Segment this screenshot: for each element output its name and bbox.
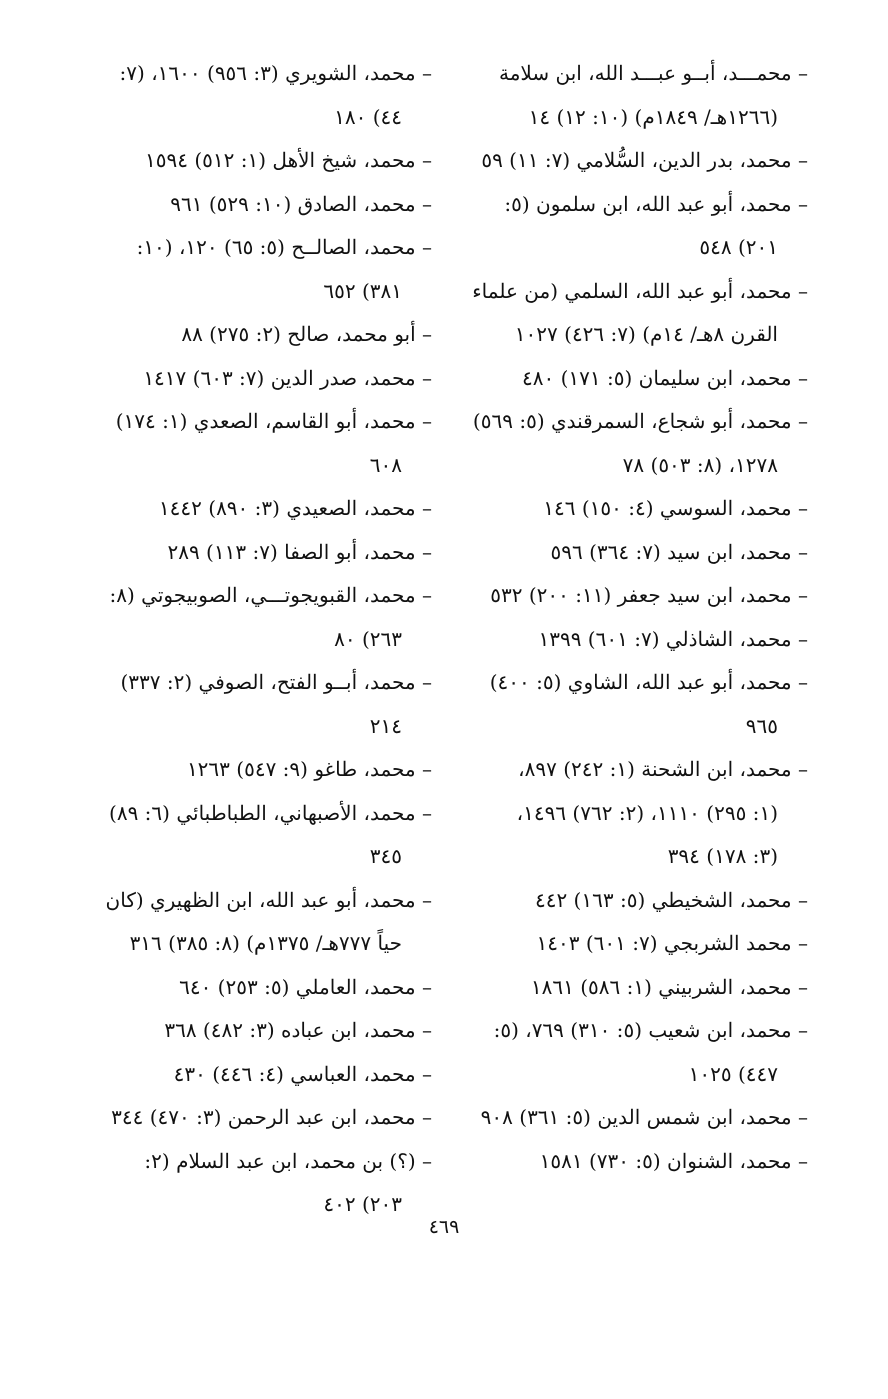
entry-text: – محمد، ابن سيد جعفر (١١: ٢٠٠) ٥٣٢ [490,583,808,607]
entry-text: – محمد، أبو الصفا (٧: ١١٣) ٢٨٩ [167,539,432,564]
entry-continuation: ٤٤٧) ١٠٢٥ [688,1061,778,1086]
entry-continuation: ٣٨١) ٦٥٢ [323,278,402,303]
entry-text: – محمد الشربجي (٧: ٦٠١) ١٤٠٣ [536,931,808,955]
index-entry [90,574,432,661]
entry-text: – محمد، أبو عبد الله، ابن الظهيري (كان [105,887,432,912]
index-entry [468,574,808,618]
index-entry [90,1009,432,1053]
index-entry [90,879,432,966]
index-entry [468,357,808,401]
entry-text: – محمد، أبو عبد الله، ابن سلمون (٥: [504,191,808,216]
index-entry [90,226,432,313]
index-entry [468,487,808,531]
index-entry [90,139,432,183]
index-entry [90,661,432,748]
entry-continuation: ٢٦٣) ٨٠ [334,626,402,651]
entry-text: – محمد، ابن سليمان (٥: ١٧١) ٤٨٠ [522,365,808,390]
index-entry [468,52,808,139]
entry-text: – محمد، الصالــح (٥: ٦٥) ١٢٠، (١٠: [136,235,432,259]
entry-continuation: ٣٤٥ [369,844,402,868]
index-entry [468,270,808,357]
entry-continuation: ٢٠٣) ٤٠٢ [323,1192,402,1216]
entry-text: – محمد، صدر الدين (٧: ٦٠٣) ١٤١٧ [143,365,432,390]
entry-continuation: القرن ٨هـ/ ١٤م) (٧: ٤٢٦) ١٠٢٧ [514,322,778,346]
index-entry [90,748,432,792]
index-entry [468,966,808,1010]
index-entry [90,531,432,575]
entry-text: – محمد، السوسي (٤: ١٥٠) ١٤٦ [543,496,808,520]
index-entry [468,183,808,270]
entry-text: – محمد، أبو عبد الله، الشاوي (٥: ٤٠٠) [489,670,808,694]
entry-text: – محمد، العاملي (٥: ٢٥٣) ٦٤٠ [179,974,432,999]
entry-text: – محمد، بدر الدين، السُّلامي (٧: ١١) ٥٩ [481,148,808,172]
entry-text: – محمد، الصادق (١٠: ٥٢٩) ٩٦١ [170,191,432,216]
index-entry [90,1053,432,1097]
index-column-left [90,52,432,1227]
index-entry [468,1096,808,1140]
index-entry [90,966,432,1010]
index-entry [90,357,432,401]
index-entry [468,139,808,183]
entry-continuation: ٢١٤ [369,713,402,738]
entry-text: – محمد، طاغو (٩: ٥٤٧) ١٢٦٣ [186,757,432,781]
entry-continuation: (١٢٦٦هـ/ ١٨٤٩م) (١٠: ١٢) ١٤ [528,104,778,129]
entry-text: – محمد، ابن عبد الرحمن (٣: ٤٧٠) ٣٤٤ [111,1105,432,1129]
entry-continuation: ٩٦٥ [745,713,778,738]
entry-text: – محمد، الشخيطي (٥: ١٦٣) ٤٤٢ [534,887,808,912]
index-entry [468,531,808,575]
index-column-right [468,52,808,1183]
entry-text: – محمد، الشاذلي (٧: ٦٠١) ١٣٩٩ [538,626,808,651]
index-entry [90,52,432,139]
index-entry [468,922,808,966]
entry-text: – محمد، الصعيدي (٣: ٨٩٠) ١٤٤٢ [158,496,432,520]
entry-text: – محمد، القبويجوتـــي، الصوبيجوتي (٨: [109,583,432,607]
entry-text: – محمد، أبو عبد الله، السلمي (من علماء [472,278,808,303]
entry-text: – محمد، أبو القاسم، الصعدي (١: ١٧٤) [115,409,432,433]
entry-text: – محمد، الشربيني (١: ٥٨٦) ١٨٦١ [530,974,808,999]
index-entry [90,1140,432,1227]
index-entry [468,1009,808,1096]
index-entry [90,313,432,357]
entry-continuation: ٢٠١) ٥٤٨ [699,235,778,259]
entry-text: – (؟) بن محمد، ابن عبد السلام (٢: [144,1148,432,1173]
entry-continuation: حياً ٧٧٧هـ/ ١٣٧٥م) (٨: ٣٨٥) ٣١٦ [129,931,402,955]
entry-text: – محمد، أبو شجاع، السمرقندي (٥: ٥٦٩) [472,409,808,433]
entry-text: – محمد، الشنوان (٥: ٧٣٠) ١٥٨١ [539,1148,808,1173]
page-number: ٤٦٩ [428,1216,460,1238]
index-entry [468,400,808,487]
entry-text: – محمد، الأصبهاني، الطباطبائي (٦: ٨٩) [109,800,432,825]
entry-continuation: ٤٤) ١٨٠ [334,104,402,129]
index-entry [90,487,432,531]
index-entry [468,661,808,748]
entry-continuation: ٦٠٨ [369,452,402,477]
index-entry [90,792,432,879]
entry-text: – محمد، ابن شمس الدين (٥: ٣٦١) ٩٠٨ [480,1105,808,1129]
index-entry [468,879,808,923]
index-entry [468,618,808,662]
entry-text: – محمد، الشويري (٣: ٩٥٦) ١٦٠٠، (٧: [119,61,432,85]
entry-continuation: (١: ٢٩٥) ١١١٠، (٢: ٧٦٢) ١٤٩٦، (٣: ١٧٨) ٣٩٤ [516,800,778,868]
entry-text: – أبو محمد، صالح (٢: ٢٧٥) ٨٨ [181,322,432,346]
index-entry [468,1140,808,1184]
index-entry [90,1096,432,1140]
entry-text: – محمد، شيخ الأهل (١: ٥١٢) ١٥٩٤ [145,148,432,172]
index-entry [90,400,432,487]
entry-text: – محمد، ابن الشحنة (١: ٢٤٢) ٨٩٧، [518,757,808,781]
entry-continuation: ١٢٧٨، (٨: ٥٠٣) ٧٨ [622,452,778,477]
index-entry [468,748,808,879]
index-entry [90,183,432,227]
entry-text: – محمد، أبــو الفتح، الصوفي (٢: ٣٣٧) [120,670,432,694]
entry-text: – محمد، ابن شعيب (٥: ٣١٠) ٧٦٩، (٥: [493,1018,808,1042]
entry-text: – محمـــد، أبــو عبـــد الله، ابن سلامة [498,61,808,85]
entry-text: – محمد، ابن سيد (٧: ٣٦٤) ٥٩٦ [550,539,808,564]
entry-text: – محمد، العباسي (٤: ٤٤٦) ٤٣٠ [173,1061,432,1086]
entry-text: – محمد، ابن عباده (٣: ٤٨٢) ٣٦٨ [164,1018,432,1042]
